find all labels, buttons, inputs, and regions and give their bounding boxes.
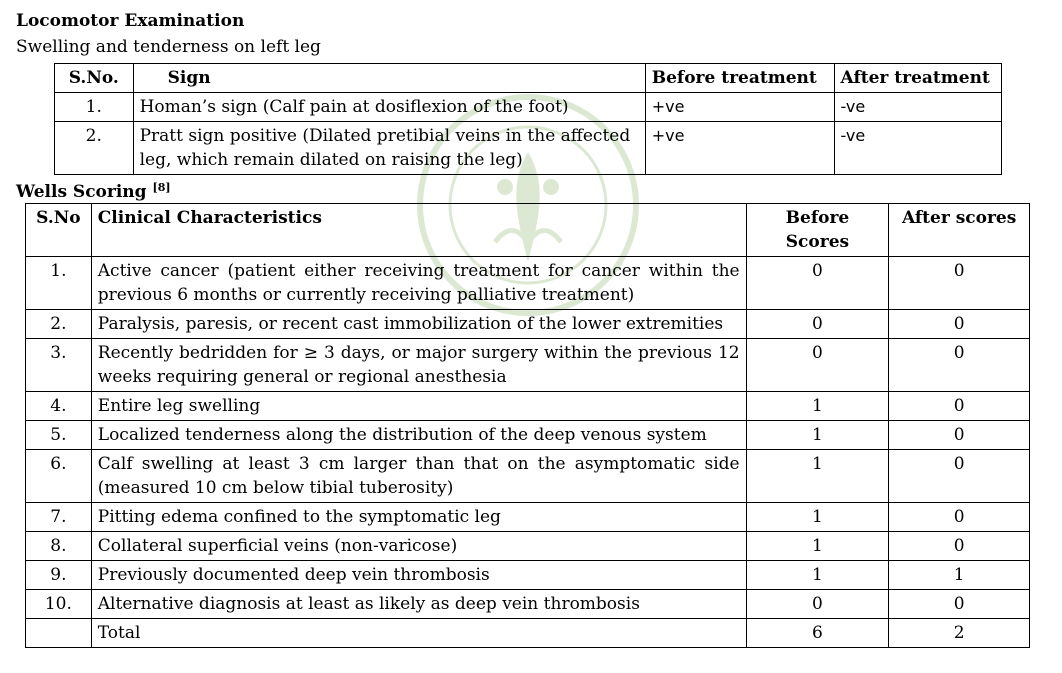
cell-sign: Homan’s sign (Calf pain at dosiflexion of the foot): [133, 93, 645, 122]
cell-sno: 9.: [26, 561, 92, 590]
cell-characteristic: Active cancer (patient either receiving treatment for cancer within the previous 6 months or currently receiving palliative treatment): [91, 257, 746, 310]
header-sno: S.No: [26, 204, 92, 257]
total-label: Total: [91, 619, 746, 648]
cell-characteristic: Recently bedridden for ≥ 3 days, or major surgery within the previous 12 weeks requiring general or regional anesthesia: [91, 339, 746, 392]
cell-after: 0: [889, 532, 1030, 561]
header-after: After treatment: [834, 64, 1001, 93]
cell-before: 1: [746, 450, 889, 503]
cell-sno: 2.: [26, 310, 92, 339]
header-sign: Sign: [133, 64, 645, 93]
locomotor-heading: Locomotor Examination: [16, 11, 245, 31]
table-row: [26, 590, 1030, 619]
cell-characteristic: Previously documented deep vein thrombosis: [91, 561, 746, 590]
header-before: Before treatment: [645, 64, 834, 93]
cell-before: 1: [746, 421, 889, 450]
table-row: [55, 122, 1002, 175]
cell-sno: 2.: [55, 122, 134, 175]
cell-sign: Pratt sign positive (Dilated pretibial veins in the affected leg, which remain dilated on raising the leg): [133, 122, 645, 175]
cell-before: 1: [746, 392, 889, 421]
table-row: [26, 561, 1030, 590]
cell-sno: 3.: [26, 339, 92, 392]
total-row: [26, 619, 1030, 648]
wells-scoring-table: [25, 203, 1030, 648]
cell-before: 0: [746, 310, 889, 339]
cell-characteristic: Entire leg swelling: [91, 392, 746, 421]
cell-after: -ve: [834, 93, 1001, 122]
cell-after: -ve: [834, 122, 1001, 175]
wells-heading: [16, 176, 171, 204]
cell-after: 0: [889, 450, 1030, 503]
table-row: [26, 532, 1030, 561]
cell-after: 0: [889, 421, 1030, 450]
header-after-scores: After scores: [889, 204, 1030, 257]
table-row: [26, 503, 1030, 532]
cell-sno: 6.: [26, 450, 92, 503]
cell-before: 1: [746, 503, 889, 532]
table-row: [55, 93, 1002, 122]
header-before-scores: Before Scores: [746, 204, 889, 257]
cell-sno: 7.: [26, 503, 92, 532]
cell-sno: 5.: [26, 421, 92, 450]
cell-before: 1: [746, 561, 889, 590]
cell-before: 0: [746, 257, 889, 310]
cell-before: 0: [746, 339, 889, 392]
cell-characteristic: Localized tenderness along the distribution of the deep venous system: [91, 421, 746, 450]
locomotor-subtitle: Swelling and tenderness on left leg: [16, 37, 321, 57]
cell-sno: 8.: [26, 532, 92, 561]
cell-after: 0: [889, 503, 1030, 532]
table-row: [26, 392, 1030, 421]
cell-after: 0: [889, 590, 1030, 619]
cell-sno: 10.: [26, 590, 92, 619]
header-characteristics: Clinical Characteristics: [91, 204, 746, 257]
cell-before: 1: [746, 532, 889, 561]
cell-before: +ve: [645, 93, 834, 122]
cell-after: 0: [889, 310, 1030, 339]
cell-sno: 1.: [55, 93, 134, 122]
header-sno: S.No.: [55, 64, 134, 93]
cell-after: 0: [889, 339, 1030, 392]
table-header-row: [26, 204, 1030, 257]
total-after: 2: [889, 619, 1030, 648]
locomotor-table: [54, 63, 1002, 175]
cell-after: 0: [889, 257, 1030, 310]
table-row: [26, 339, 1030, 392]
table-header-row: [55, 64, 1002, 93]
table-row: [26, 421, 1030, 450]
table-row: [26, 257, 1030, 310]
cell-characteristic: Collateral superficial veins (non-varicose): [91, 532, 746, 561]
cell-characteristic: Paralysis, paresis, or recent cast immobilization of the lower extremities: [91, 310, 746, 339]
wells-title: Wells Scoring: [16, 182, 147, 202]
total-before: 6: [746, 619, 889, 648]
cell-characteristic: Alternative diagnosis at least as likely as deep vein thrombosis: [91, 590, 746, 619]
cell-after: 0: [889, 392, 1030, 421]
table-row: [26, 310, 1030, 339]
cell-characteristic: Pitting edema confined to the symptomatic leg: [91, 503, 746, 532]
cell-before: +ve: [645, 122, 834, 175]
table-row: [26, 450, 1030, 503]
cell-after: 1: [889, 561, 1030, 590]
cell-before: 0: [746, 590, 889, 619]
cell-sno: 4.: [26, 392, 92, 421]
cell-characteristic: Calf swelling at least 3 cm larger than that on the asymptomatic side (measured 10 cm below tibial tuberosity): [91, 450, 746, 503]
cell-sno: 1.: [26, 257, 92, 310]
wells-reference: [8]: [152, 181, 171, 194]
cell-sno-empty: [26, 619, 92, 648]
